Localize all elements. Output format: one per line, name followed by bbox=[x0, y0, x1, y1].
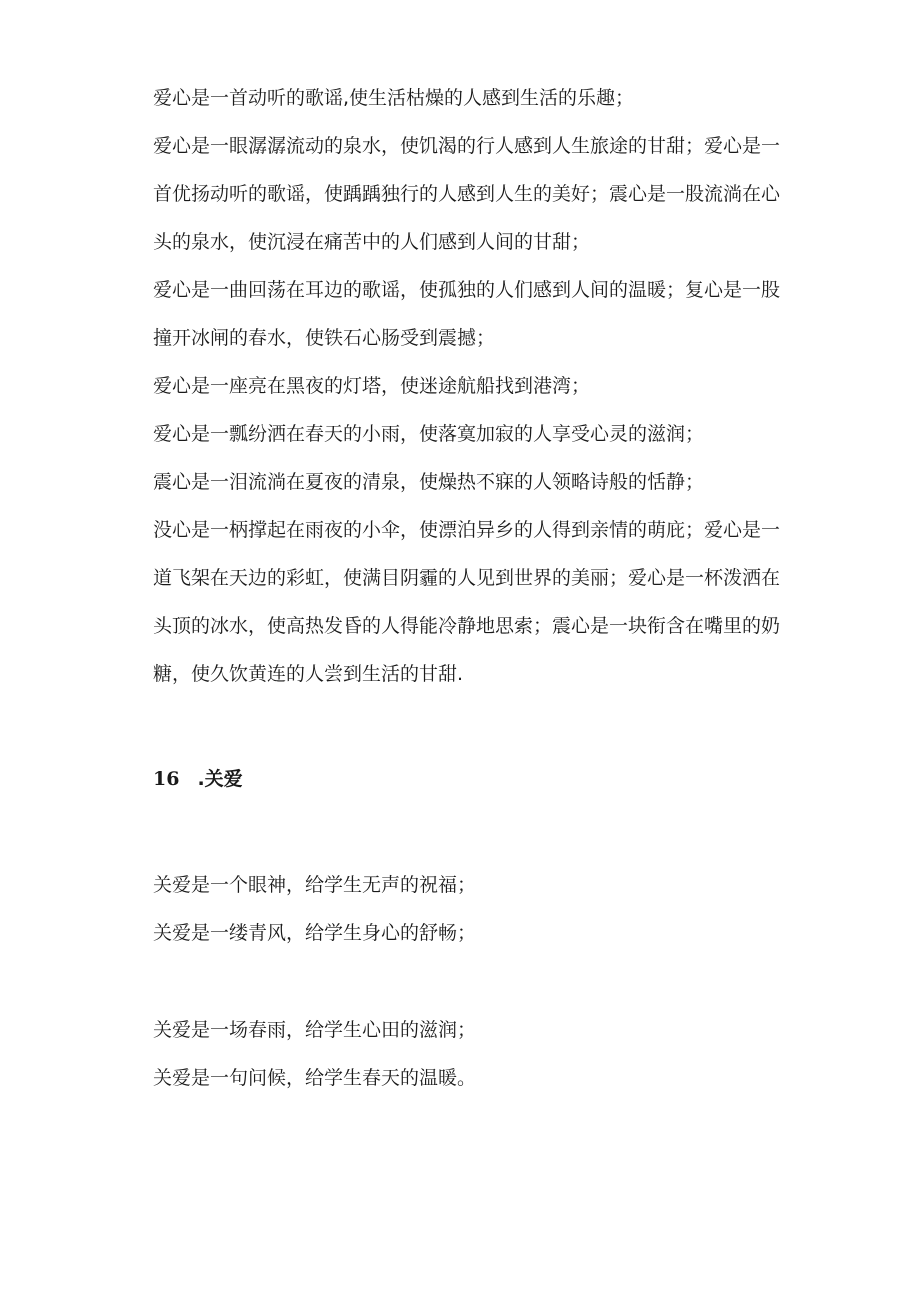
section-heading bbox=[153, 767, 243, 791]
paragraph-line: 爱心是一座亮在黑夜的灯塔，使迷途航船找到港湾； bbox=[153, 375, 591, 397]
paragraph-line: 撞开冰闸的春水，使铁石心肠受到震撼； bbox=[153, 327, 496, 349]
paragraph-line: 爱心是一首动听的歌谣,使生活枯燥的人感到生活的乐趣； bbox=[153, 87, 635, 109]
paragraph-line: 头的泉水，使沉浸在痛苦中的人们感到人间的甘甜； bbox=[153, 231, 591, 253]
paragraph-line: 糖，使久饮黄连的人尝到生活的甘甜. bbox=[153, 663, 464, 685]
paragraph-line: 没心是一柄撑起在雨夜的小伞，使漂泊异乡的人得到亲情的萌庇；爱心是一 bbox=[153, 519, 781, 541]
section-title: .关爱 bbox=[197, 768, 243, 790]
paragraph-line: 爱心是一曲回荡在耳边的歌谣，使孤独的人们感到人间的温暖；复心是一股 bbox=[153, 279, 781, 301]
paragraph-line: 爱心是一瓢纷洒在春天的小雨，使落寞加寂的人享受心灵的滋润； bbox=[153, 423, 705, 445]
paragraph-line: 道飞架在天边的彩虹，使满目阴霾的人见到世界的美丽；爱心是一杯泼洒在 bbox=[153, 567, 781, 589]
paragraph-line: 头顶的冰水，使高热发昏的人得能冷静地思索；震心是一块衔含在嘴里的奶 bbox=[153, 615, 781, 637]
paragraph-line: 关爱是一缕青风，给学生身心的舒畅； bbox=[153, 922, 477, 944]
paragraph-line: 关爱是一句问候，给学生春天的温暖。 bbox=[153, 1067, 477, 1089]
paragraph-line: 关爱是一场春雨，给学生心田的滋润； bbox=[153, 1019, 477, 1041]
section-number: 16 bbox=[153, 768, 180, 790]
paragraph-line: 爱心是一眼潺潺流动的泉水，使饥渴的行人感到人生旅途的甘甜；爱心是一 bbox=[153, 135, 781, 157]
paragraph-line: 关爱是一个眼神，给学生无声的祝福； bbox=[153, 874, 477, 896]
paragraph-line: 震心是一泪流淌在夏夜的清泉，使燥热不寐的人领略诗般的恬静； bbox=[153, 471, 705, 493]
paragraph-line: 首优扬动听的歌谣，使踽踽独行的人感到人生的美好；震心是一股流淌在心 bbox=[153, 183, 781, 205]
